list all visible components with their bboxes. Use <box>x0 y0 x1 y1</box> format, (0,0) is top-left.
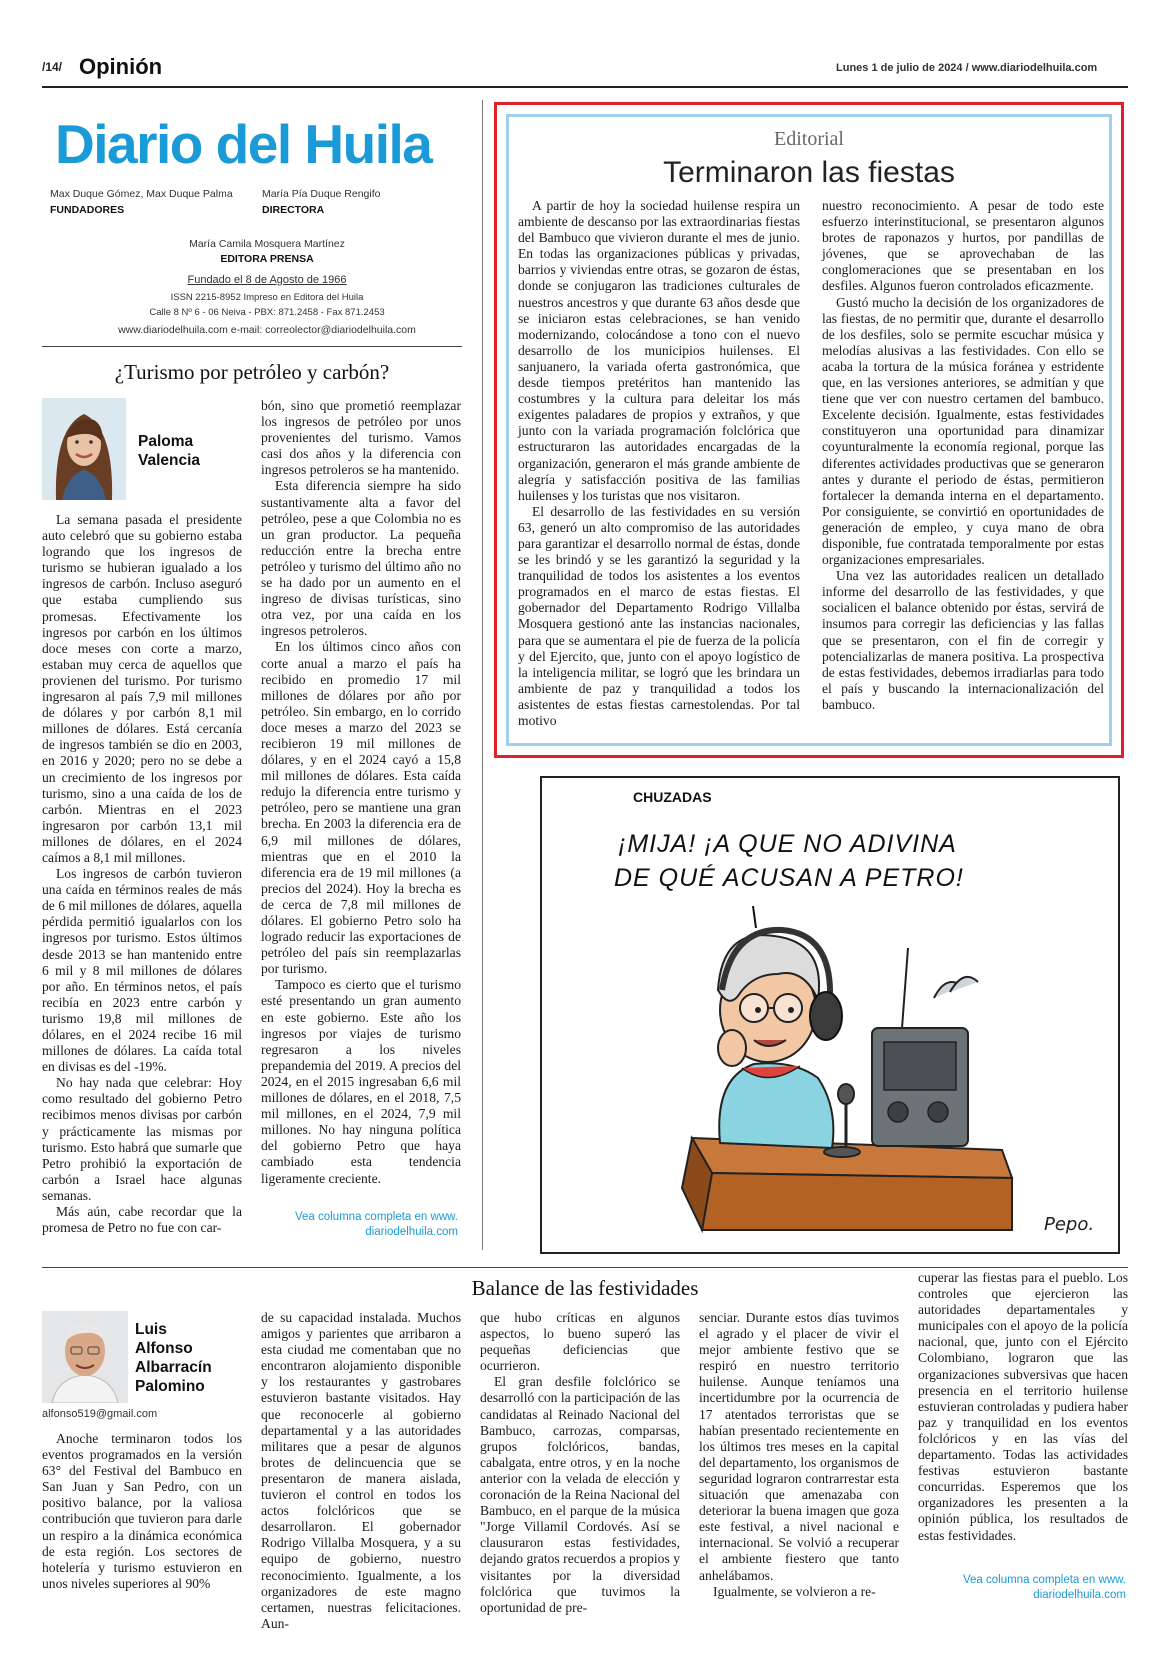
contact-info[interactable]: www.diariodelhuila.com e-mail: correolector@diariodelhuila.com <box>118 324 416 336</box>
author-last-name: Valencia <box>138 452 201 469</box>
author-name-line: Alfonso <box>135 1340 193 1357</box>
paragraph: En los últimos cinco años con corte anual a marzo el país ha recibido en promedio 17 mil millones de dólares por año por petróleo. Sin embargo, en lo corrido doce meses a marzo del 2023 se recibieron 19 mil millones de dólares, y en el 2024 cayó a 15,8 mil millones de dólares. Esta caída redujo la diferencia entre turismo y petróleo, pero se mantiene una gran brecha. En 2003 la diferencia era de 6,9 mil millones de dólares, mientras que en el 2010 la diferencia era de 19 mil millones (a precios del 2024). Hoy la brecha es de cerca de 7,8 mil millones de dólares. El gobierno Petro solo ha logrado reducir las exportaciones de petróleo del país sin reemplazarlas por turismo. <box>261 639 461 977</box>
column1-text-b <box>261 398 461 1187</box>
founders-names: Max Duque Gómez, Max Duque Palma <box>50 188 233 200</box>
editorial-text-b <box>822 198 1104 713</box>
paragraph: Gustó mucho la decisión de los organizadores de las fiestas, de no permitir que, durante el desarrollo de los desfiles, solo se permite escuchar música y melodías alusivas a las festividades. Con ello se acaba la tortura de la música foránea y estridente que, en las versiones anteriores, se admitían y que tiene que ver con nuestro certamen del bambuco. Excelente decisión. Igualmente, estas festividades constituyeron una oportunidad para dinamizar coyunturalmente la economía regional, porque las diferentes actividades productivas que se generaron antes y durante el periodo de éstas, permitieron fortalecer la demanda interna en el departamento. Por consiguiente, se convirtió en oportunidades de generación de empleo, y cuya mano de obra disponible, fue contratada temporalmente por estas organizaciones empresariales. <box>822 294 1104 568</box>
author-name-line: Palomino <box>135 1378 205 1395</box>
paragraph: bón, sino que prometió reemplazar los ingresos de petróleo por unos provenientes del turismo. Vamos casi dos años y la diferencia con ingresos petroleros se ha mantenido. <box>261 398 461 478</box>
column-title: ¿Turismo por petróleo y carbón? <box>114 360 390 384</box>
column2-title: Balance de las festividades <box>471 1276 699 1300</box>
paragraph: No hay nada que celebrar: Hoy como resultado del gobierno Petro recibimos menos divisas por carbón y prácticamente las mismas por turismo. Esto habrá que sumarle que Petro prohibió la exportación de carbón a Israel hace algunas semanas. <box>42 1075 242 1203</box>
paragraph: que hubo críticas en algunos aspectos, lo bueno superó las pequeñas deficiencias que ocurrieron. <box>480 1310 680 1374</box>
author-name <box>135 1320 212 1396</box>
issn: ISSN 2215-8952 Impreso en Editora del Huila <box>170 292 364 303</box>
author-photo <box>42 398 126 500</box>
author-name-line: Albarracín <box>135 1359 212 1376</box>
author-first-name: Paloma <box>138 433 194 450</box>
editor-label: EDITORA PRENSA <box>220 253 314 265</box>
founders-label: FUNDADORES <box>50 204 125 216</box>
address: Calle 8 Nº 6 - 06 Neiva - PBX: 871.2458 - Fax 871.2453 <box>149 307 385 318</box>
cartoon-drawing <box>542 778 1118 1252</box>
editorial-kicker: Editorial <box>774 128 844 150</box>
column-divider <box>482 100 483 1250</box>
see-full-column-link[interactable]: Vea columna completa en www. diariodelhuila.com <box>294 1211 458 1238</box>
paragraph: senciar. Durante estos días tuvimos el agrado y el placer de vivir el mejor ambiente festivo que se respiró en nuestro territorio huilense. Aunque teníamos una incertidumbre por la ocurrencia de 17 atentados terroristas que se habían presentado recientemente en los últimos tres meses en la capital del departamento, los organismos de seguridad lograron contrarrestar esta situación que amenazaba con deteriorar la buena imagen que goza este festival, a nivel nacional e internacional. Se volvió a recuperar el ambiente fiestero que tanto anhelábamos. <box>699 1310 899 1583</box>
paragraph: de su capacidad instalada. Muchos amigos y parientes que arribaron a esta ciudad me comentaban que no encontraron alojamiento disponible y los restaurantes y gastrobares estuvieron bastante visitados. Hay que reconocerle al gobierno departamental y a las autoridades militares que a pesar de algunos brotes de delincuencia que se presentaron de manera aislada, tuvieron el control en todos los actos folclóricos que se desarrollaron. El gobernador Rodrigo Villalba Mosquera, y a su equipo de gobierno, nuestro reconocimiento. Igualmente, a los organizadores de este magno certamen, nuestras felicitaciones. Aun- <box>261 1310 461 1631</box>
cartoon-panel[interactable] <box>540 776 1120 1254</box>
cartoon-label: CHUZADAS <box>633 789 712 805</box>
section-rule <box>42 1267 1128 1268</box>
paragraph: Más aún, cabe recordar que la promesa de Petro no fue con car- <box>42 1204 242 1236</box>
masthead-rule <box>42 346 462 347</box>
header-rule <box>42 86 1128 88</box>
masthead <box>42 100 462 346</box>
paragraph: Tampoco es cierto que el turismo esté presentando un gran aumento en este gobierno. Este año los ingresos por viajes de turismo regresaron a los niveles prepandemia del 2019. A precios del 2024, en el 2015 ingresaban 6,6 mil millones de dólares, en el 2018, 7,5 mil millones, en el 2024, 7,9 mil millones. No hay ninguna política del gobierno Petro que haya cambiado esta tendencia ligeramente creciente. <box>261 977 461 1186</box>
cartoon-speech-line1: ¡MIJA! ¡A QUE NO ADIVINA <box>618 830 957 858</box>
editor-name: María Camila Mosquera Martínez <box>189 238 345 250</box>
editorial-title: Terminaron las fiestas <box>663 156 955 189</box>
see-full-column-link[interactable]: Vea columna completa en www. diariodelhuila.com <box>962 1574 1126 1601</box>
column2-text-c <box>480 1310 680 1616</box>
author-photo <box>42 1311 128 1403</box>
section-title: Opinión <box>79 54 163 79</box>
cartoon-signature: Pepo. <box>1044 1214 1095 1235</box>
page-number: /14/ <box>42 60 63 74</box>
newspaper-logo[interactable]: Diario del Huila <box>55 113 432 175</box>
column2-text-a <box>42 1431 242 1592</box>
director-label: DIRECTORA <box>262 204 325 216</box>
column2-text-b <box>261 1310 461 1632</box>
paragraph: Igualmente, se volvieron a re- <box>713 1583 876 1599</box>
paragraph: Una vez las autoridades realicen un detallado informe del desarrollo de las festividades, y que socialicen el balance obtenido por éstas, servirá de insumos para corregir las deficiencias y las fallas que se presentaron, con el fin de corregir y potencializarlas de manera positiva. La prospectiva de estas festividades, debemos irradiarlas para todo el país y buscando la internacionalización del bambuco. <box>822 568 1104 712</box>
director-name: María Pía Duque Rengifo <box>262 188 381 200</box>
founded-date: Fundado el 8 de Agosto de 1966 <box>187 274 347 286</box>
paragraph: nuestro reconocimiento. A pesar de todo este esfuerzo interinstitucional, se presentaron algunos brotes de raponazos y hurtos, por pandillas de jóvenes, que se aprovechaban de las conglomeraciones que se presentaban en los desfiles. Algunos fueron controlados eficazmente. <box>822 198 1104 294</box>
column1-text-a <box>42 512 242 1236</box>
paragraph: Anoche terminaron todos los eventos programados en la versión 63° del Festival del Bambuco en San Juan y San Pedro, con un positivo balance, por la valiosa contribución que tuvieron para darle un respiro a la dinámica económica de esta región. Los sectores de hotelería y turismo estuvieron en unos niveles superiores al 90% <box>42 1431 242 1591</box>
paragraph: Los ingresos de carbón tuvieron una caída en términos reales de más de 6 mil millones de dólares, aquella pérdida permitió igualarlos con los ingresos por turismo. Estos últimos desde 2013 se han mantenido entre 6 mil y 8 mil millones de dólares por año. En términos netos, el país recibía en 2023 entre carbón y turismo 19,8 mil millones de dólares, en el 2024 recibe 16 mil millones de dólares. La caída total en divisas es del -19%. <box>42 866 242 1075</box>
column2-text-e <box>918 1270 1128 1544</box>
paragraph: cuperar las fiestas para el pueblo. Los controles que ejercieron las autoridades departamentales y municipales con el apoyo de la policía nacional, que, junto con el Ejército Colombiano, lograron que las organizaciones subversivas que hacen presencia en el territorio huilense estuvieran controladas y pudiera haber paz y tranquilidad en los eventos folclóricos y en las vías del departamento. Todas las actividades festivas estuvieron bastante concurridas. Esperemos que los organizadores les presenten a la opinión pública, los resultados de estas festividades. <box>918 1270 1128 1543</box>
column2-text-d <box>699 1310 899 1600</box>
author-email[interactable]: alfonso519@gmail.com <box>42 1408 158 1420</box>
paragraph: El gran desfile folclórico se desarrolló con la participación de las candidatas al Reinado Nacional del Bambuco, carrozas, comparsas, grupos folclóricos, bandas, cabalgata, entre otros, y en la noche anterior con la velada de elección y coronación de la Reina Nacional del Bambuco, en el parque de la música "Jorge Villamil Cordovés. Así se clausuraron estas festividades, dejando gratos recuerdos a propios y visitantes por la diversidad folclórica que tuvimos la oportunidad de pre- <box>480 1374 680 1615</box>
paragraph: A partir de hoy la sociedad huilense respira un ambiente de descanso por las extraordinarias fiestas del Bambuco que vivieron durante el mes de junio. En todas las organizaciones públicas y privadas, barrios y viviendas entre otras, se gozaron de éstas, donde se conjugaron las tradiciones culturales de nuestros ancestros y que durante 63 años desde que se iniciaron estas celebraciones, se han venido modernizando, colocándose a tono con el nuevo desarrollo de los municipios huilenses. El sanjuanero, la variada oferta gastronómica, que desde tiempos pretéritos han mantenido las costumbres y la cultura para deleitar los más exigentes paladares de propios y extraños, y que junto con la variada programación folclórica que estructuraron las autoridades encargadas de la organización, generaron el más grande ambiente de alegría y satisfacción positiva de las familias huilenses y los turistas que nos visitaron. <box>518 198 800 503</box>
date-url: Lunes 1 de julio de 2024 / www.diariodelhuila.com <box>836 62 1098 74</box>
paragraph: La semana pasada el presidente auto celebró que su gobierno estaba logrando que los ingresos de turismo se hubieran igualado a los ingresos de carbón. Incluso aseguró que estaba cumpliendo sus promesas. Efectivamente los ingresos por carbón en los últimos doce meses con corte a marzo, estaban muy cerca de aquellos que provienen del turismo. Por turismo ingresaron al país 7,9 mil millones de dólares y por carbón 8,1 mil millones de dólares. Está cercanía de ingresos también se dio en 2003, en 2016 y 2020; pero no se debe a un crecimiento de los ingresos por turismo, sino a una caída de los de carbón. Mientras en el 2023 ingresaron por carbón 13,1 mil millones de dólares, en el 2024 caímos a 8,1 mil millones. <box>42 512 242 865</box>
author-name-line: Luis <box>135 1321 167 1338</box>
cartoon-speech-line2: DE QUÉ ACUSAN A PETRO! <box>614 864 964 892</box>
editorial-text-a <box>518 198 800 729</box>
paragraph: El desarrollo de las festividades en su versión 63, generó un alto compromiso de las autoridades para garantizar el desarrollo normal de éstas, donde se les brindó y se les garantizó la seguridad y la tranquilidad de todos los asistentes a los eventos programados en el marco de estas fiestas. El gobernador del Departamento Rodrigo Villalba Mosquera gestionó ante las instancias nacionales, para que se aumentara el pie de fuerza de la policía y del Ejercito, que, junto con el apoyo logístico de la inteligencia militar, se logró que les brindara un ambiente de paz y tranquilidad a todos los asistentes de estas fiestas carnestolendas. Por tal motivo <box>518 503 800 728</box>
paragraph: Esta diferencia siempre ha sido sustantivamente alta a favor del petróleo, pese a que Colombia no es un gran productor. La pequeña reducción entre la brecha entre petróleo y turismo del último año no se ha dado por un aumento en el ingreso de divisas turísticas, sino otra vez, por una caída en los ingresos petroleros. <box>261 478 461 639</box>
